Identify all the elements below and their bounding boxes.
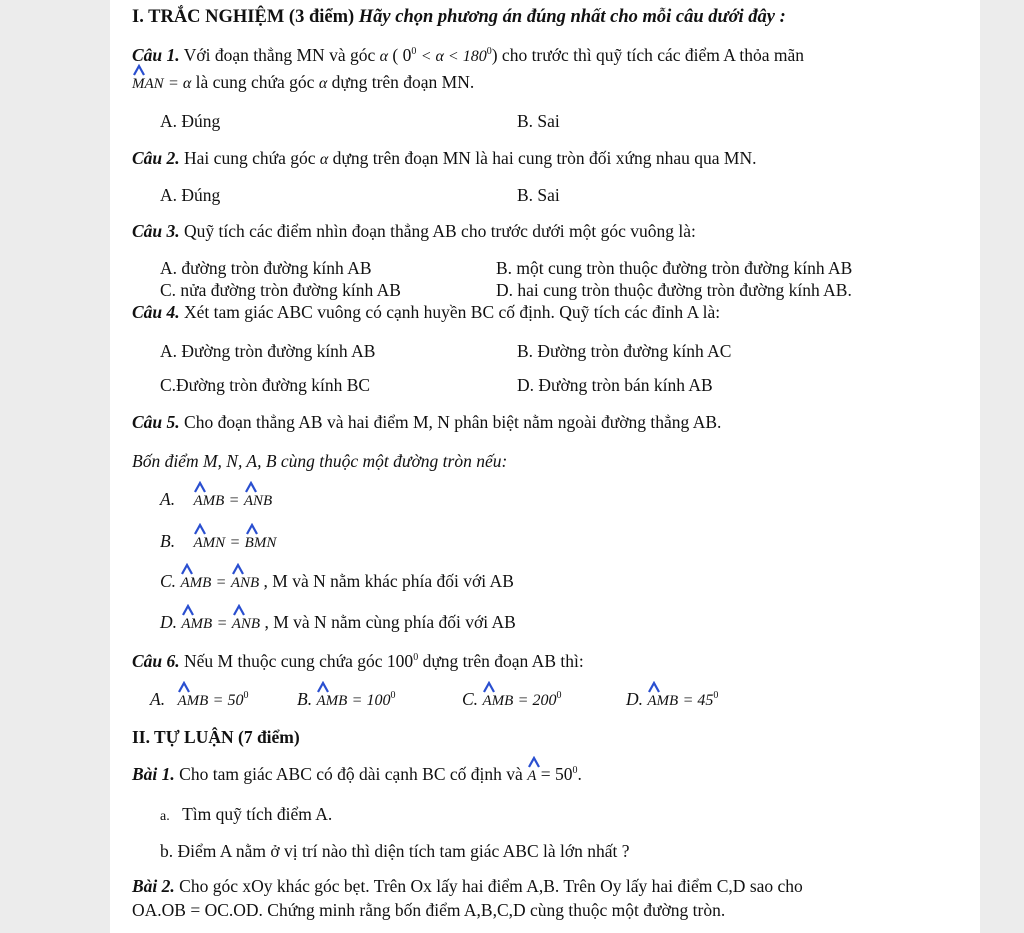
angle-hat-icon [246,523,258,535]
q2-label: Câu 2. [132,148,180,168]
angle-hat-icon [194,481,206,493]
bai1-part-b: b. Điểm A nằm ở vị trí nào thì diện tích tam giác ABC là lớn nhất ? [160,841,630,861]
q4-line [132,301,720,323]
q3-option-d: D. hai cung tròn thuộc đường tròn đường kính AB. [496,280,852,300]
q6-option-a [150,688,248,714]
q5-option-d-left-angle: AMB [181,613,212,635]
q2-option-b: B. Sai [517,185,560,205]
q1-option-b: B. Sai [517,111,560,131]
q5-option-c-left-angle: AMB [180,572,211,594]
q3-line [132,220,696,242]
q6-text2: dựng trên đoạn AB thì: [422,651,584,671]
q4-text: Xét tam giác ABC vuông có cạnh huyền BC cố định. Quỹ tích các đỉnh A là: [184,302,721,322]
q6-option-d-angle: AMB [647,690,678,712]
q5-label: Câu 5. [132,412,180,432]
q1-cond: ( 0 [392,45,412,65]
q5-option-b-label: B. [160,531,176,551]
q5-option-d-tail: , M và N nằm cùng phía đối với AB [264,612,516,632]
q1-cond2: < α < 180 [420,48,487,65]
angle-hat-icon [182,604,194,616]
q5-line [132,411,721,433]
q1-line2-text: là cung chứa góc [195,72,315,92]
q6-option-b [297,688,395,714]
q4-option-a: A. Đường tròn đường kính AB [160,341,376,361]
q6-option-c [462,688,561,714]
q5-option-d [160,611,516,635]
q5-text: Cho đoạn thẳng AB và hai điểm M, N phân biệt nằm ngoài đường thẳng AB. [184,412,722,432]
q1-line2 [132,71,474,95]
q6-option-b-angle: AMB [316,690,347,712]
q3-option-b: B. một cung tròn thuộc đường tròn đường kính AB [496,258,853,278]
bai1-deg: 0 [572,765,578,776]
q5-option-c [160,570,514,594]
bai2-label: Bài 2. [132,876,175,896]
q1-label: Câu 1. [132,45,180,65]
bai1-part-a [160,803,332,828]
q1-deg2: 0 [486,46,492,57]
q5-option-b-eq: = [229,534,241,551]
bai1-angle: A [527,765,536,787]
q6-option-c-value: = 200 [517,692,557,709]
angle-hat-icon [178,681,190,693]
section-1-title: I. TRẮC NGHIỆM (3 điểm) [132,7,355,27]
q6-option-b-deg: 0 [390,690,396,701]
q6-option-a-angle: AMB [177,690,208,712]
q2-text1: Hai cung chứa góc [184,148,316,168]
q5-option-c-tail: , M và N nằm khác phía đối với AB [263,571,514,591]
section-1-heading [132,6,786,28]
q6-option-d-label: D. [626,689,644,709]
angle-hat-icon [133,64,145,76]
bai1-part-a-label: a. [160,809,170,824]
bai1-label: Bài 1. [132,764,175,784]
q1-option-a: A. Đúng [160,111,221,131]
q6-option-d [626,688,718,714]
q5-option-d-right-angle: ANB [232,613,260,635]
q1-line1-end: ) cho trước thì quỹ tích các điểm A thỏa mãn [491,45,804,65]
q6-option-b-label: B. [297,689,313,709]
q4-option-c: C.Đường tròn đường kính BC [160,375,371,395]
q3-text: Quỹ tích các điểm nhìn đoạn thẳng AB cho trước dưới một góc vuông là: [184,221,696,241]
q5-option-a-right-angle: ANB [244,490,272,512]
q6-label: Câu 6. [132,651,180,671]
q6-deg: 0 [413,652,419,663]
q1-alpha2: α [318,75,328,92]
q1-line1 [132,44,804,70]
q3-option-c: C. nửa đường tròn đường kính AB [160,280,401,300]
q4-label: Câu 4. [132,302,180,322]
section-2-heading: II. TỰ LUẬN (7 điểm) [132,727,300,747]
q6-option-c-deg: 0 [556,690,562,701]
q5-option-a [160,488,272,512]
q3-option-a: A. đường tròn đường kính AB [160,258,372,278]
bai2-line1 [132,875,803,897]
angle-hat-icon [181,563,193,575]
q6-option-c-angle: AMB [482,690,513,712]
q5-option-b-left-angle: AMN [193,532,225,554]
q2-line [132,147,756,171]
q6-option-a-deg: 0 [243,690,249,701]
q5-option-c-label: C. [160,571,177,591]
q5-option-c-right-angle: ANB [231,572,259,594]
q3-label: Câu 3. [132,221,180,241]
bai1-text: Cho tam giác ABC có độ dài cạnh BC cố định và [179,764,523,784]
q6-option-a-value: = 50 [212,692,244,709]
q2-text2: dựng trên đoạn MN là hai cung tròn đối xứng nhau qua MN. [332,148,757,168]
bai1-end: . [577,764,582,784]
q5-option-d-label: D. [160,612,178,632]
angle-hat-icon [245,481,257,493]
q5-option-b [160,530,276,554]
q4-option-d: D. Đường tròn bán kính AB [517,375,713,395]
q5-option-c-eq: = [215,574,227,591]
bai1-eq: = 50 [540,764,573,784]
q1-deg: 0 [411,46,417,57]
q1-line2-end: dựng trên đoạn MN. [331,72,475,92]
angle-hat-icon [483,681,495,693]
q5-text2: Bốn điểm M, N, A, B cùng thuộc một đường tròn nếu: [132,451,508,471]
q5-option-a-left-angle: AMB [193,490,224,512]
angle-hat-icon [194,523,206,535]
angle-hat-icon [528,756,540,768]
q6-option-a-label: A. [150,689,166,709]
section-1-instruction: Hãy chọn phương án đúng nhất cho mỗi câu dưới đây : [358,7,786,27]
bai1-line [132,763,582,789]
q5-option-d-eq: = [216,615,228,632]
q4-option-b: B. Đường tròn đường kính AC [517,341,732,361]
angle-hat-icon [317,681,329,693]
q6-line [132,650,584,676]
q5-option-a-label: A. [160,489,176,509]
q2-option-a: A. Đúng [160,185,221,205]
angle-hat-icon [232,563,244,575]
q6-option-d-deg: 0 [713,690,719,701]
bai1-part-a-text: Tìm quỹ tích điểm A. [182,804,333,824]
angle-hat-icon [233,604,245,616]
q6-option-b-value: = 100 [351,692,391,709]
bai2-text1: Cho góc xOy khác góc bẹt. Trên Ox lấy hai điểm A,B. Trên Oy lấy hai điểm C,D sao cho [179,876,803,896]
q5-option-b-right-angle: BMN [245,532,277,554]
q6-text1: Nếu M thuộc cung chứa góc 100 [184,651,414,671]
q1-eq: = α [168,75,192,92]
q1-alpha: α [379,48,389,65]
bai2-line2: OA.OB = OC.OD. Chứng minh rằng bốn điểm A,B,C,D cùng thuộc một đường tròn. [132,900,726,920]
q1-angle: MAN [132,73,164,95]
angle-hat-icon [648,681,660,693]
q5-option-a-eq: = [228,492,240,509]
q6-option-d-value: = 45 [682,692,714,709]
q2-alpha: α [319,151,329,168]
q1-text: Với đoạn thẳng MN và góc [183,45,376,65]
q6-option-c-label: C. [462,689,479,709]
document-page [110,0,980,933]
